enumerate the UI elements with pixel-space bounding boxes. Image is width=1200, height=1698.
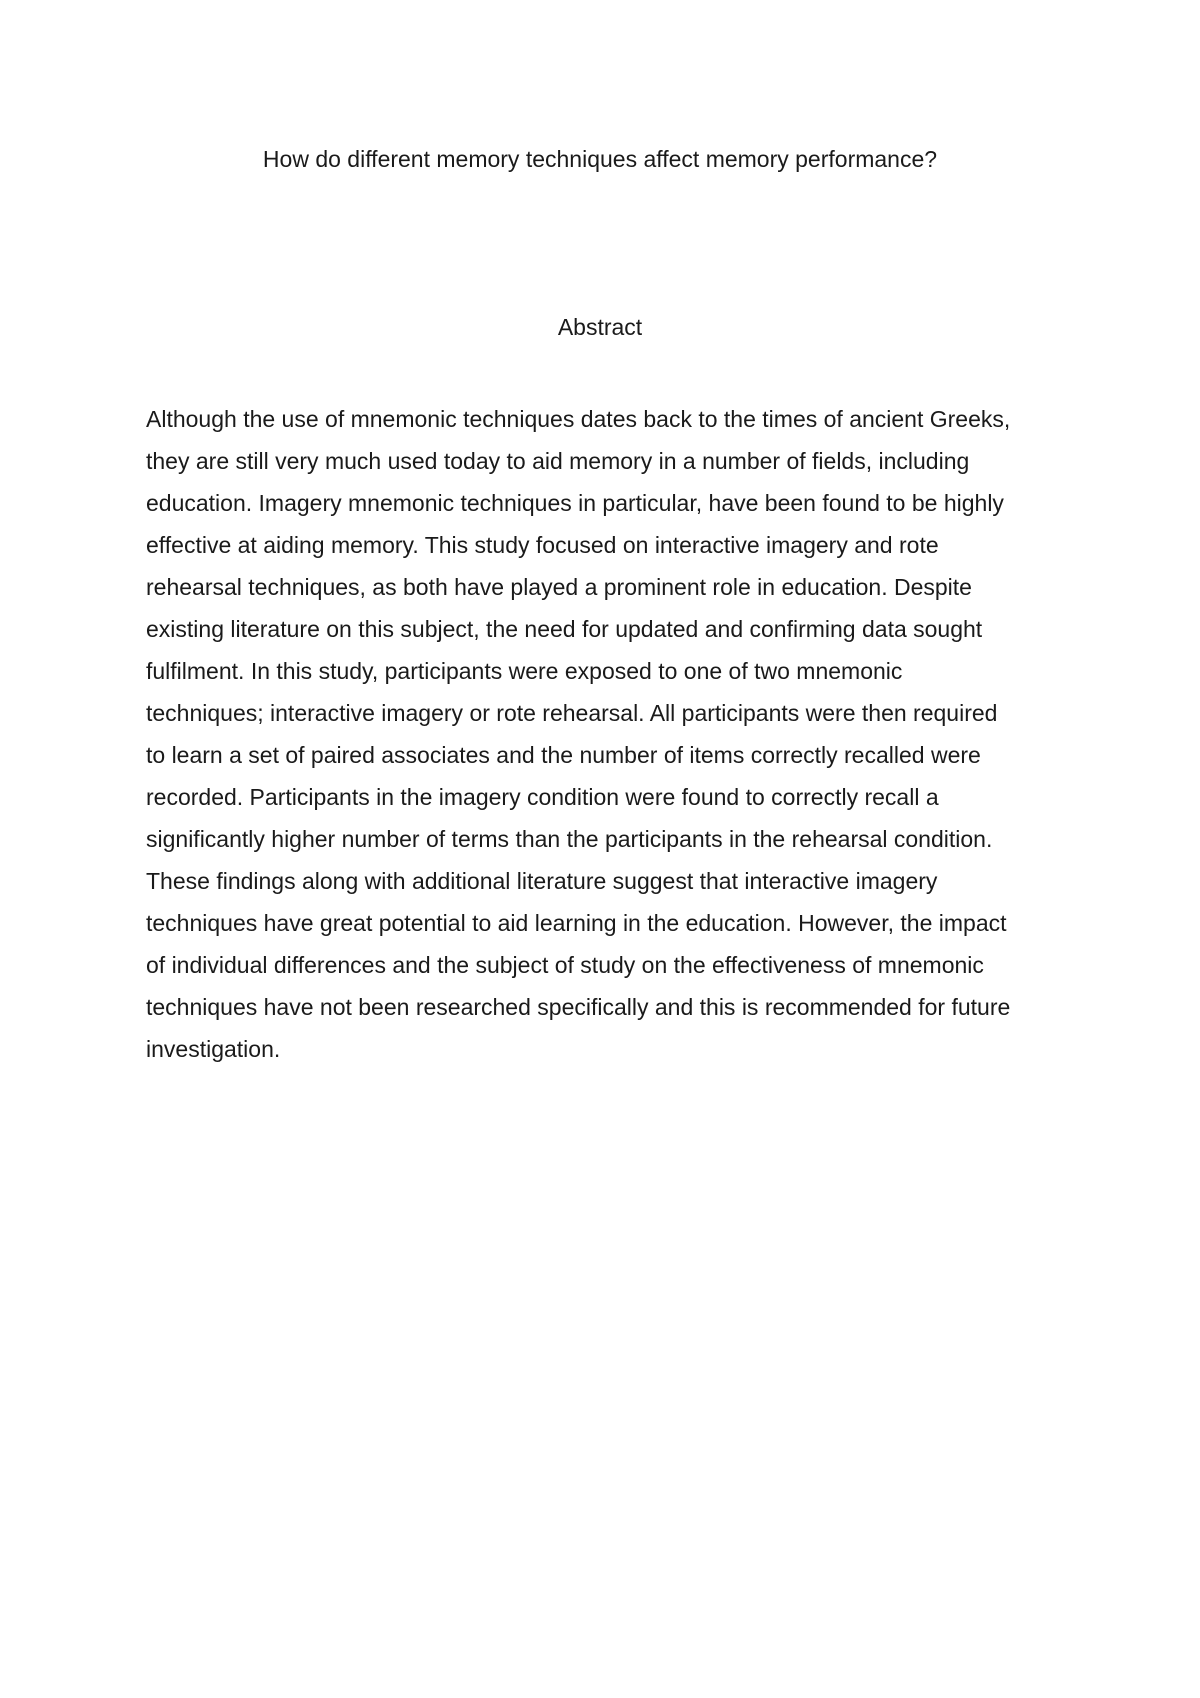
abstract-line: Although the use of mnemonic techniques dates back to the times of ancient Greeks, <box>146 406 1011 432</box>
abstract-line: education. Imagery mnemonic techniques in particular, have been found to be highly <box>146 490 1004 516</box>
abstract-line: techniques have not been researched specifically and this is recommended for future <box>146 994 1011 1020</box>
abstract-line: fulfilment. In this study, participants were exposed to one of two mnemonic <box>146 658 903 684</box>
abstract-line: These findings along with additional literature suggest that interactive imagery <box>146 868 938 894</box>
abstract-line: techniques; interactive imagery or rote rehearsal. All participants were then required <box>146 700 998 726</box>
abstract-line: investigation. <box>146 1036 281 1062</box>
abstract-line: rehearsal techniques, as both have played a prominent role in education. Despite <box>146 574 972 600</box>
abstract-heading: Abstract <box>557 314 643 340</box>
abstract-line: they are still very much used today to aid memory in a number of fields, including <box>146 448 970 474</box>
abstract-line: techniques have great potential to aid learning in the education. However, the impact <box>146 910 1007 936</box>
document-title: How do different memory techniques affect memory performance? <box>262 146 938 172</box>
abstract-line: existing literature on this subject, the need for updated and confirming data sought <box>146 616 983 642</box>
abstract-line: to learn a set of paired associates and the number of items correctly recalled were <box>146 742 981 768</box>
abstract-line: recorded. Participants in the imagery condition were found to correctly recall a <box>146 784 939 810</box>
abstract-line: of individual differences and the subject of study on the effectiveness of mnemonic <box>146 952 984 978</box>
abstract-line: significantly higher number of terms than the participants in the rehearsal condition. <box>146 826 993 852</box>
abstract-body <box>146 398 1076 1070</box>
abstract-line: effective at aiding memory. This study focused on interactive imagery and rote <box>146 532 939 558</box>
